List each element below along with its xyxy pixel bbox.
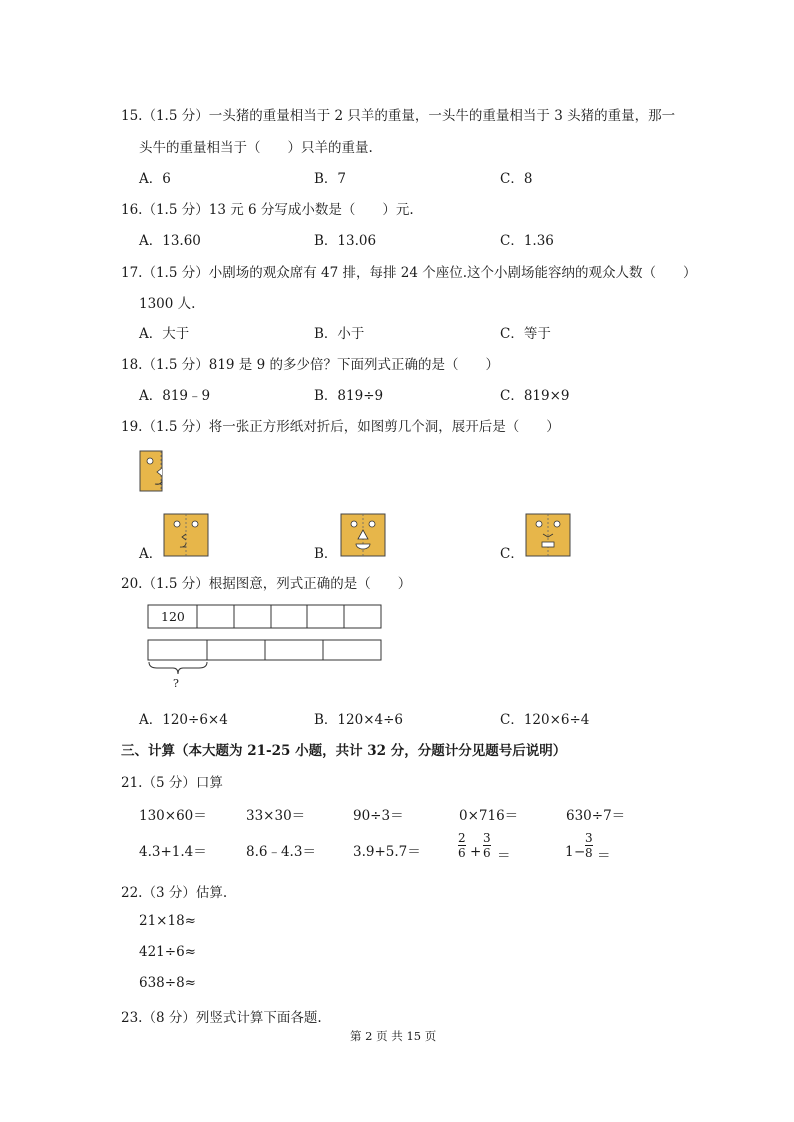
fraction-numerator: 3: [585, 831, 593, 845]
q21-item-5: 630÷7＝: [566, 808, 626, 824]
q19-option-b-figure[interactable]: [340, 513, 386, 557]
q19-option-a[interactable]: A．: [139, 546, 163, 562]
q17-option-c[interactable]: C．等于: [500, 326, 551, 342]
q21-item-3: 90÷3＝: [353, 808, 404, 824]
q21-item-4: 0×716＝: [459, 808, 519, 824]
q15-option-a[interactable]: A．6: [139, 171, 171, 187]
q21-item-8: 3.9+5.7＝: [353, 844, 421, 860]
fraction-numerator: 2: [458, 831, 466, 845]
q21-item-10-whole: 1: [565, 844, 574, 860]
q21-item-10-fraction: [585, 832, 593, 859]
q20-option-c[interactable]: C．120×6÷4: [500, 712, 590, 728]
fraction-numerator: 3: [483, 831, 491, 845]
q17-option-a[interactable]: A．大于: [139, 326, 190, 342]
q21-item-2: 33×30＝: [246, 808, 306, 824]
q21-item-6: 4.3+1.4＝: [139, 844, 207, 860]
q16-stem: 16.（1.5 分）13 元 6 分写成小数是（ ）元.: [121, 202, 414, 218]
q21-item-10-equals: ＝: [597, 848, 611, 864]
fraction-denominator: 6: [458, 846, 466, 860]
q22-item-2: 421÷6≈: [139, 944, 196, 960]
page-footer: 第 2 页 共 15 页: [350, 1029, 437, 1043]
q15-option-c[interactable]: C．8: [500, 171, 533, 187]
q15-option-b[interactable]: B．7: [314, 171, 347, 187]
q20-diagram-top-label: 120: [161, 609, 185, 624]
q23-stem: 23.（8 分）列竖式计算下面各题.: [121, 1010, 322, 1026]
section-3-title: 三、计算（本大题为 21-25 小题，共计 32 分，分题计分见题号后说明）: [121, 743, 567, 759]
q22-stem: 22.（3 分）估算.: [121, 885, 228, 901]
q21-item-9-fraction-2: [483, 832, 491, 859]
q20-stem: 20.（1.5 分）根据图意，列式正确的是（ ）: [121, 576, 412, 592]
q21-item-10-minus: −: [574, 844, 586, 860]
q20-option-a[interactable]: A．120÷6×4: [139, 712, 228, 728]
q17-option-b[interactable]: B．小于: [314, 326, 365, 342]
q22-item-1: 21×18≈: [139, 913, 196, 929]
q17-stem-line1: 17.（1.5 分）小剧场的观众席有 47 排，每排 24 个座位.这个小剧场能容纳的观众人数（ ）: [121, 265, 697, 281]
q15-stem-line1: 15.（1.5 分）一头猪的重量相当于 2 只羊的重量，一头牛的重量相当于 3 头猪的重量，那一: [121, 108, 676, 124]
q21-stem: 21.（5 分）口算: [121, 775, 223, 791]
q21-item-9-plus: +: [470, 844, 482, 860]
q16-option-a[interactable]: A．13.60: [139, 233, 201, 249]
q15-stem-line2: 头牛的重量相当于（ ）只羊的重量.: [139, 140, 373, 156]
q19-option-b[interactable]: B．: [314, 546, 338, 562]
q21-item-9-equals: ＝: [497, 848, 511, 864]
q17-stem-line2: 1300 人.: [139, 296, 196, 312]
q20-diagram-question: ?: [173, 677, 179, 690]
q18-stem: 18.（1.5 分）819 是 9 的多少倍？下面列式正确的是（ ）: [121, 357, 499, 373]
q16-option-b[interactable]: B．13.06: [314, 233, 377, 249]
folded-paper-figure: [139, 450, 163, 492]
q19-stem: 19.（1.5 分）将一张正方形纸对折后，如图剪几个洞，展开后是（ ）: [121, 419, 560, 435]
q18-option-b[interactable]: B．819÷9: [314, 388, 384, 404]
q19-option-a-figure[interactable]: [163, 513, 209, 557]
q21-item-1: 130×60＝: [139, 808, 207, 824]
fraction-denominator: 8: [585, 846, 593, 860]
q19-option-c[interactable]: C．: [500, 546, 524, 562]
q20-option-b[interactable]: B．120×4÷6: [314, 712, 403, 728]
q19-option-c-figure[interactable]: [525, 513, 571, 557]
fraction-denominator: 6: [483, 846, 491, 860]
q21-item-9-fraction-1: [458, 832, 466, 859]
q21-item-7: 8.6﹣4.3＝: [246, 844, 316, 860]
q18-option-c[interactable]: C．819×9: [500, 388, 570, 404]
q18-option-a[interactable]: A．819﹣9: [139, 388, 211, 404]
q16-option-c[interactable]: C．1.36: [500, 233, 554, 249]
q22-item-3: 638÷8≈: [139, 975, 196, 991]
